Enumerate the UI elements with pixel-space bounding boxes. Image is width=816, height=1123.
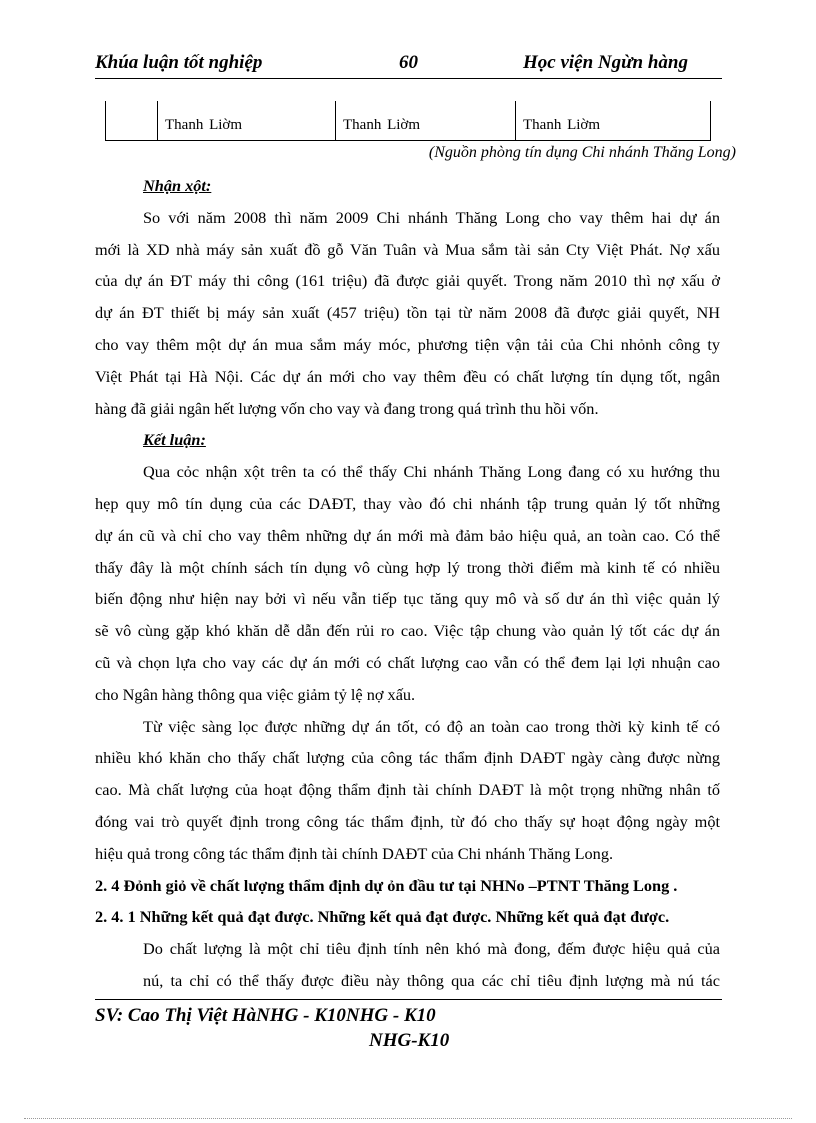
header-page-number: 60	[399, 52, 418, 73]
paragraph-line: mới là XD nhà máy sản xuất đồ gỗ Văn Tuân và Mua sắm tài sản Cty Việt Phát. Nợ xấu	[95, 239, 720, 259]
header-institution: Học viện Ngừn hàng	[523, 52, 688, 73]
source-note: (Nguồn phòng tín dụng Chi nhánh Thăng Long)	[428, 144, 736, 161]
footer-author: SV: Cao Thị Việt HàNHG - K10NHG - K10	[95, 1005, 436, 1026]
paragraph-line: thấy đây là một chính sách tín dụng vô cùng hợp lý trong thời điểm mà kinh tế có nhiều	[95, 557, 720, 577]
nhan-xet-section	[95, 170, 720, 997]
paragraph-line: Từ việc sàng lọc được những dự án tốt, có độ an toàn cao trong thời kỳ kinh tế có	[143, 716, 720, 736]
page-footer	[95, 999, 722, 1051]
paragraph-line: cho Ngân hàng thông qua việc giảm tỷ lệ nợ xấu.	[95, 684, 416, 704]
table-divider-2	[335, 101, 336, 141]
page-header	[95, 50, 722, 79]
table-cell-4: Thanh Liờm	[523, 117, 600, 133]
ket-luan-paragraph-2	[95, 711, 720, 870]
section-heading: 2. 4 Đỏnh giỏ về chất lượng thẩm định dự ỏn đầu tư tại NHNo –PTNT Thăng Long .	[95, 875, 678, 895]
header-thesis-title: Khúa luận tốt nghiệp	[95, 52, 263, 73]
paragraph-line: nú, ta chỉ có thể thấy được điều này thông qua các chỉ tiêu định lượng mà nú tác	[143, 970, 720, 990]
table-border-left	[105, 101, 106, 141]
table-cell-3: Thanh Liờm	[343, 117, 420, 133]
paragraph-line: Việt Phát tại Hà Nội. Các dự án mới cho vay thêm đều có chất lượng tín dụng tốt, ngân	[95, 366, 720, 386]
table-border-right	[710, 101, 711, 141]
final-paragraph	[95, 933, 720, 997]
paragraph-line: nhiều khó khăn cho thấy chất lượng của công tác thẩm định DAĐT ngày càng được nừng	[95, 748, 720, 768]
paragraph-line: sẽ vô cùng gặp khó khăn dễ dẫn đến rủi ro cao. Việc tập chung vào quản lý tốt các dự án	[95, 621, 720, 641]
paragraph-line: của dự án ĐT máy thi công (161 triệu) đã được giải quyết. Trong năm 2010 thì nợ xấu ở	[95, 271, 720, 291]
paragraph-line: Qua cỏc nhận xột trên ta có thể thấy Chi nhánh Thăng Long đang có xu hướng thu	[143, 462, 720, 482]
paragraph-line: biến động như hiện nay bởi vì nếu vẫn tiếp tục tăng quy mô và số dư án thì việc quản lý	[95, 589, 720, 609]
table-divider-1	[157, 101, 158, 141]
paragraph-line: dự án cũ và chỉ cho vay thêm những dự án mới mà đảm bảo hiệu quả, an toàn cao. Có thể	[95, 525, 720, 545]
table-cell-2: Thanh Liờm	[165, 117, 242, 133]
nhan-xet-title: Nhận xột:	[143, 176, 212, 195]
paragraph-line: dự án ĐT thiết bị máy sản xuất (457 triệu) tồn tại từ năm 2008 đã được giải quyết, NH	[95, 303, 720, 323]
footer-class: NHG-K10	[369, 1030, 450, 1051]
paragraph-line: đóng vai trò quyết định trong công tác thẩm định, từ đó cho thấy sự hoạt động ngày một	[95, 811, 720, 831]
paragraph-line: hàng đã giải ngân hết lượng vốn cho vay và đang trong quá trình thu hồi vốn.	[95, 398, 599, 418]
paragraph-line: cũ và chọn lựa cho vay các dự án mới có chất lượng cao vẫn có thể đem lại lợi nhuận cao	[95, 652, 720, 672]
subsection-heading: 2. 4. 1 Những kết quả đạt được. Những kết quả đạt được. Những kết quả đạt được.	[95, 907, 670, 927]
ket-luan-title: Kết luận:	[143, 430, 206, 450]
paragraph-line: cao. Mà chất lượng của hoạt động thẩm định tài chính DAĐT là một trọng những nhân tố	[95, 780, 720, 800]
table-border-bottom	[105, 140, 711, 141]
nhan-xet-paragraph	[95, 202, 720, 425]
paragraph-line: So với năm 2008 thì năm 2009 Chi nhánh Thăng Long cho vay thêm hai dự án	[143, 207, 720, 227]
page-bottom-dotted-line	[24, 1118, 792, 1119]
ket-luan-paragraph-1	[95, 456, 720, 710]
paragraph-line: cho vay thêm một dự án mua sắm máy móc, phương tiện vận tải của Chi nhỏnh công ty	[95, 334, 720, 354]
paragraph-line: hiệu quả trong công tác thẩm định tài chính DAĐT của Chi nhánh Thăng Long.	[95, 843, 614, 863]
paragraph-line: hẹp quy mô tín dụng của các DAĐT, thay vào đó chi nhánh tập trung quản lý tốt những	[95, 493, 720, 513]
table-fragment	[105, 101, 711, 141]
paragraph-line: Do chất lượng là một chỉ tiêu định tính nên khó mà đong, đếm được hiệu quả của	[143, 939, 720, 959]
table-divider-3	[515, 101, 516, 141]
